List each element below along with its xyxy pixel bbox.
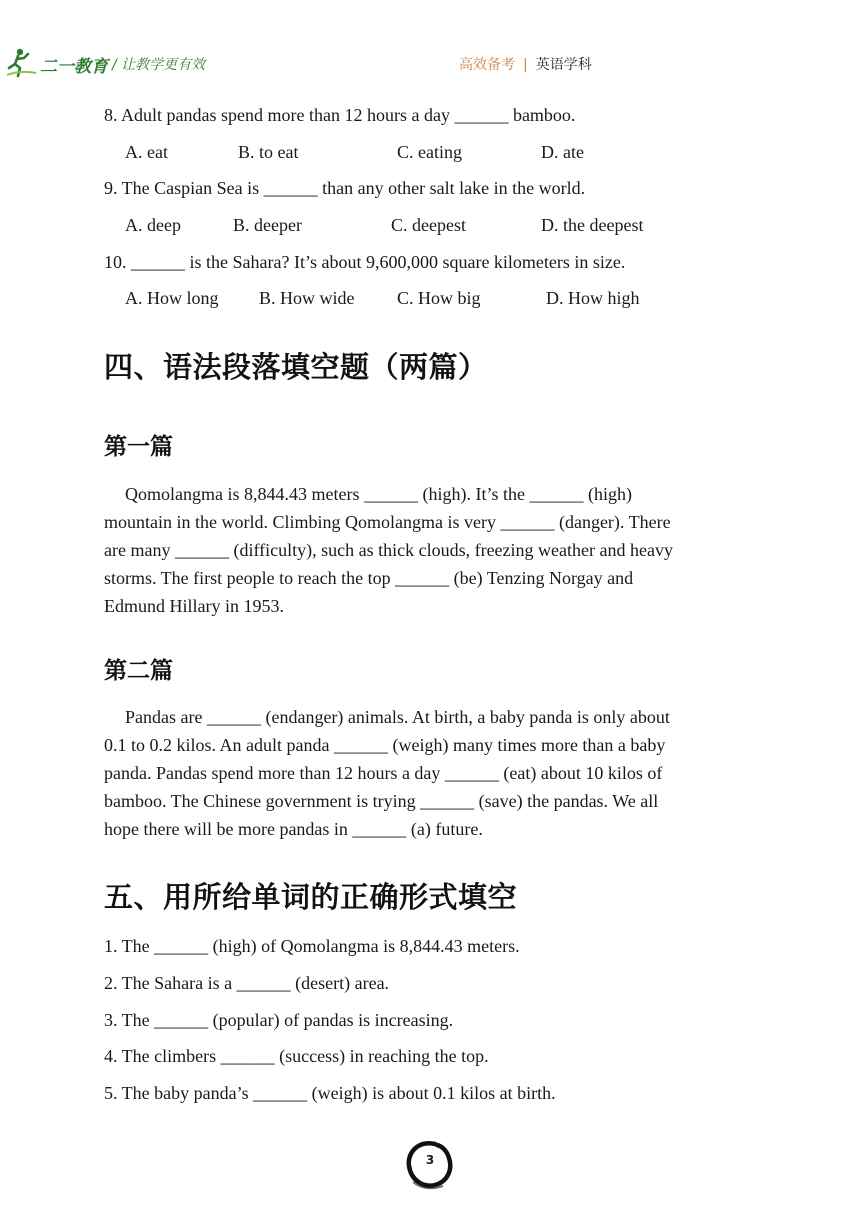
- passage-2-line: Pandas are ______ (endanger) animals. At birth, a baby panda is only about: [125, 707, 670, 727]
- passage-1-line: Edmund Hillary in 1953.: [104, 596, 284, 616]
- q10-option-c: C. How big: [397, 288, 481, 308]
- q9-option-a: A. deep: [125, 215, 181, 235]
- q9-option-c: C. deepest: [391, 215, 466, 235]
- section-4-title: 四、语法段落填空题（两篇）: [104, 350, 488, 384]
- fill-item-4: 4. The climbers ______ (success) in reaching the top.: [104, 1046, 489, 1066]
- section-5-title: 五、用所给单词的正确形式填空: [104, 880, 518, 914]
- fill-item-2: 2. The Sahara is a ______ (desert) area.: [104, 973, 390, 993]
- question-8: 8. Adult pandas spend more than 12 hours a day ______ bamboo.: [104, 105, 576, 125]
- subject-tag: 英语学科: [535, 57, 592, 73]
- header-separator: |: [523, 57, 528, 73]
- header-tags: [459, 54, 592, 74]
- passage-2-line: panda. Pandas spend more than 12 hours a day ______ (eat) about 10 kilos of: [104, 763, 663, 783]
- passage-1: [104, 480, 754, 620]
- svg-text:二一教育: 二一教育: [40, 57, 108, 77]
- slogan: / 让教学更有效: [112, 57, 206, 73]
- passage-2-title: 第二篇: [104, 658, 173, 684]
- exam-tag: 高效备考: [459, 57, 515, 73]
- brand-logo: [6, 46, 110, 80]
- q8-option-d: D. ate: [541, 142, 584, 162]
- passage-2-line: 0.1 to 0.2 kilos. An adult panda ______ (weigh) many times more than a baby: [104, 735, 666, 755]
- question-9: 9. The Caspian Sea is ______ than any other salt lake in the world.: [104, 178, 586, 198]
- page-number: 3: [425, 1153, 435, 1167]
- q10-option-d: D. How high: [546, 288, 640, 308]
- q8-option-c: C. eating: [397, 142, 462, 162]
- passage-1-line: storms. The first people to reach the top ______ (be) Tenzing Norgay and: [104, 568, 634, 588]
- fill-item-1: 1. The ______ (high) of Qomolangma is 8,844.43 meters.: [104, 936, 520, 956]
- passage-2-line: hope there will be more pandas in ______ (a) future.: [104, 819, 483, 839]
- fill-item-5: 5. The baby panda’s ______ (weigh) is about 0.1 kilos at birth.: [104, 1083, 556, 1103]
- q10-option-b: B. How wide: [259, 288, 355, 308]
- passage-2: [104, 703, 754, 843]
- question-10: 10. ______ is the Sahara? It’s about 9,600,000 square kilometers in size.: [104, 252, 626, 272]
- passage-1-line: are many ______ (difficulty), such as thick clouds, freezing weather and heavy: [104, 540, 673, 560]
- passage-1-line: mountain in the world. Climbing Qomolangma is very ______ (danger). There: [104, 512, 671, 532]
- fill-item-3: 3. The ______ (popular) of pandas is increasing.: [104, 1010, 454, 1030]
- passage-1-line: Qomolangma is 8,844.43 meters ______ (high). It’s the ______ (high): [125, 484, 632, 504]
- q9-option-b: B. deeper: [233, 215, 302, 235]
- passage-1-title: 第一篇: [104, 434, 173, 460]
- q10-option-a: A. How long: [125, 288, 219, 308]
- q8-option-a: A. eat: [125, 142, 168, 162]
- page-number-badge: [405, 1138, 455, 1192]
- passage-2-line: bamboo. The Chinese government is trying ______ (save) the pandas. We all: [104, 791, 659, 811]
- q9-option-d: D. the deepest: [541, 215, 644, 235]
- q8-option-b: B. to eat: [238, 142, 299, 162]
- page-header: [0, 40, 860, 84]
